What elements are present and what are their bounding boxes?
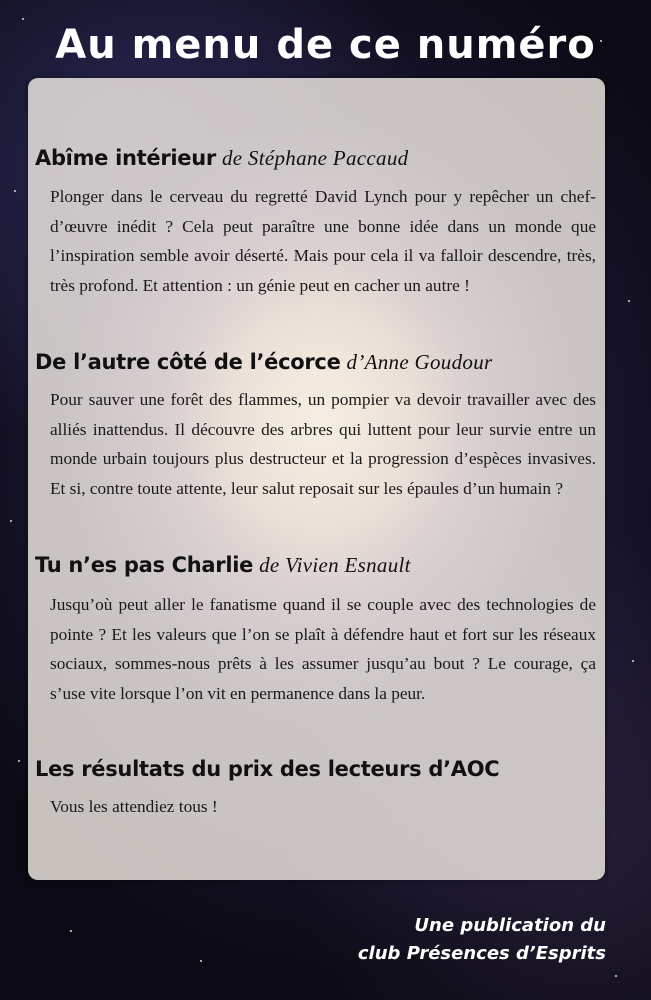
article-title xyxy=(35,146,408,171)
article-title-text: De l’autre côté de l’écorce xyxy=(35,350,341,374)
article-author: de Vivien Esnault xyxy=(259,553,411,577)
publisher-line-2: club Présences d’Esprits xyxy=(357,943,606,964)
page-title: Au menu de ce numéro xyxy=(55,22,596,68)
article-title xyxy=(35,553,411,578)
article-summary: Vous les attendiez tous ! xyxy=(50,797,218,816)
article-author: d’Anne Goudour xyxy=(346,350,493,374)
article-title xyxy=(35,350,492,375)
article-title-text: Les résultats du prix des lecteurs d’AOC xyxy=(35,757,500,781)
article-title-text: Abîme intérieur xyxy=(35,146,216,170)
publisher-credit xyxy=(358,912,606,968)
article-summary: Plonger dans le cerveau du regretté David Lynch pour y repêcher un chef-d’œuvre inédit ? Cela peut paraître une bonne idée dans un monde que l’inspiration semble avoir déserté. Mais pour cela il va falloir descendre, très, très profond. Et attention : un génie peut en cacher un autre ! xyxy=(50,187,596,295)
article-summary: Jusqu’où peut aller le fanatisme quand il se couple avec des technologies de pointe ? Et les valeurs que l’on se plaît à défendre haut et fort sur les réseaux sociaux, sommes-nous prêts à les assumer jusqu’au bout ? Le courage, ça s’use vite lorsque l’on vit en permanence dans la peur. xyxy=(50,595,596,703)
article-summary: Pour sauver une forêt des flammes, un pompier va devoir travailler avec des alliés inattendus. Il découvre des arbres qui luttent pour leur survie entre un monde urbain toujours plus destructeur et la progression d’espèces invasives. Et si, contre toute attente, leur salut reposait sur les épaules d’un humain ? xyxy=(50,390,596,498)
article-title xyxy=(35,757,499,781)
publisher-line-1: Une publication du xyxy=(414,915,606,936)
article-author: de Stéphane Paccaud xyxy=(221,146,409,170)
article-title-text: Tu n’es pas Charlie xyxy=(35,553,254,577)
